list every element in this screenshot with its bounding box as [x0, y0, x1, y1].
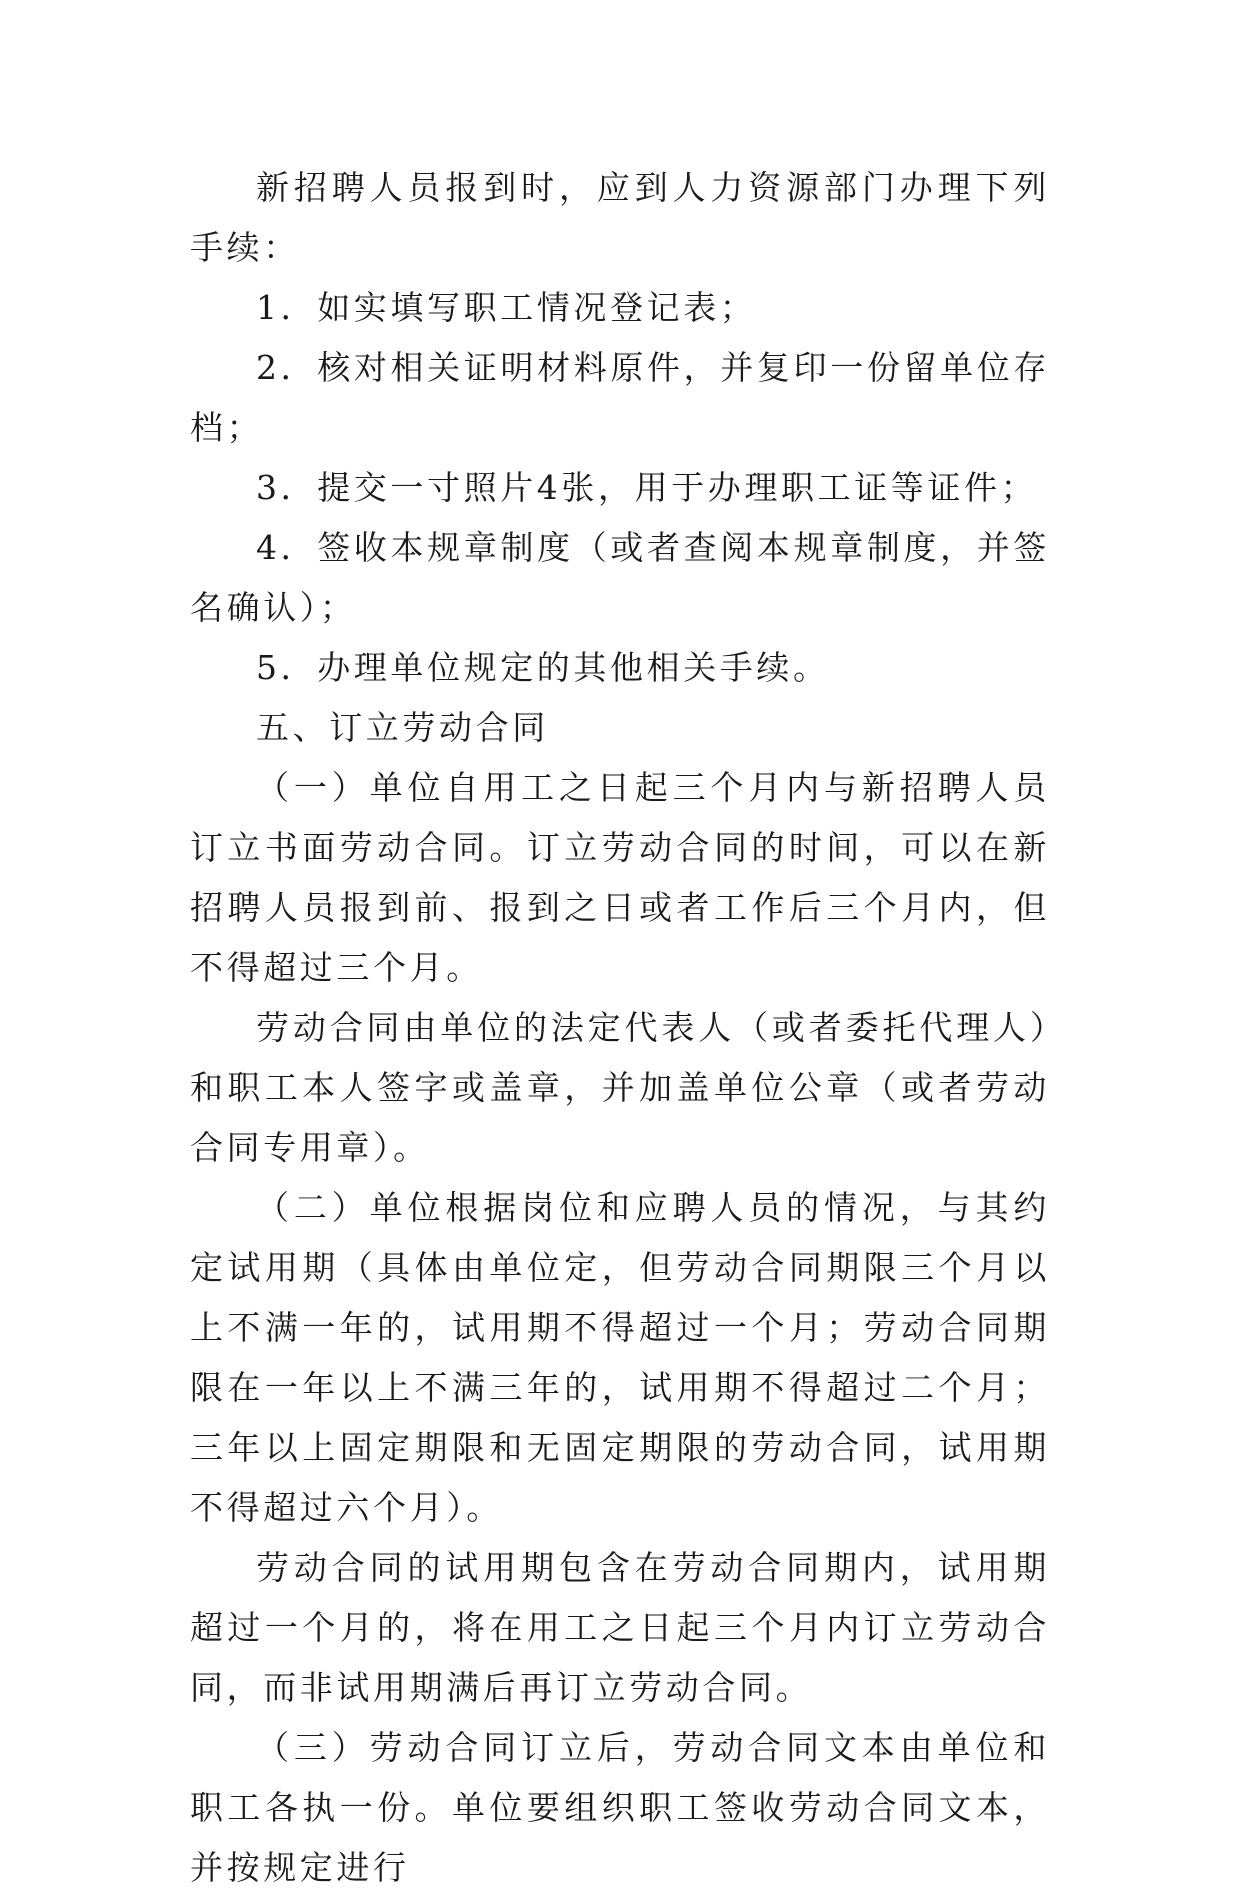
paragraph-clause-1: （一）单位自用工之日起三个月内与新招聘人员订立书面劳动合同。订立劳动合同的时间，可以在新招聘人员报到前、报到之日或者工作后三个月内，但不得超过三个月。 — [190, 768, 1050, 987]
paragraph-signature: 劳动合同由单位的法定代表人（或者委托代理人）和职工本人签字或盖章，并加盖单位公章（或者劳动合同专用章）。 — [190, 1008, 1050, 1167]
list-item-2: 2．核对相关证明材料原件，并复印一份留单位存档； — [190, 348, 1050, 447]
document-body — [190, 158, 1050, 1898]
section-heading: 五、订立劳动合同 — [256, 708, 549, 747]
paragraph-clause-2: （二）单位根据岗位和应聘人员的情况，与其约定试用期（具体由单位定，但劳动合同期限三个月以上不满一年的，试用期不得超过一个月；劳动合同期限在一年以上不满三年的，试用期不得超过二个月；三年以上固定期限和无固定期限的劳动合同，试用期不得超过六个月）。 — [190, 1188, 1050, 1527]
paragraph-clause-3: （三）劳动合同订立后，劳动合同文本由单位和职工各执一份。单位要组织职工签收劳动合同文本，并按规定进行 — [190, 1728, 1050, 1887]
paragraph-probation: 劳动合同的试用期包含在劳动合同期内，试用期超过一个月的，将在用工之日起三个月内订立劳动合同，而非试用期满后再订立劳动合同。 — [190, 1548, 1050, 1707]
paragraph-intro: 新招聘人员报到时，应到人力资源部门办理下列手续： — [190, 168, 1050, 267]
list-item-3: 3．提交一寸照片4张，用于办理职工证等证件； — [256, 468, 1038, 507]
list-item-4: 4．签收本规章制度（或者查阅本规章制度，并签名确认）； — [190, 528, 1050, 627]
list-item-5: 5．办理单位规定的其他相关手续。 — [256, 648, 830, 687]
list-item-1: 1．如实填写职工情况登记表； — [256, 288, 757, 327]
